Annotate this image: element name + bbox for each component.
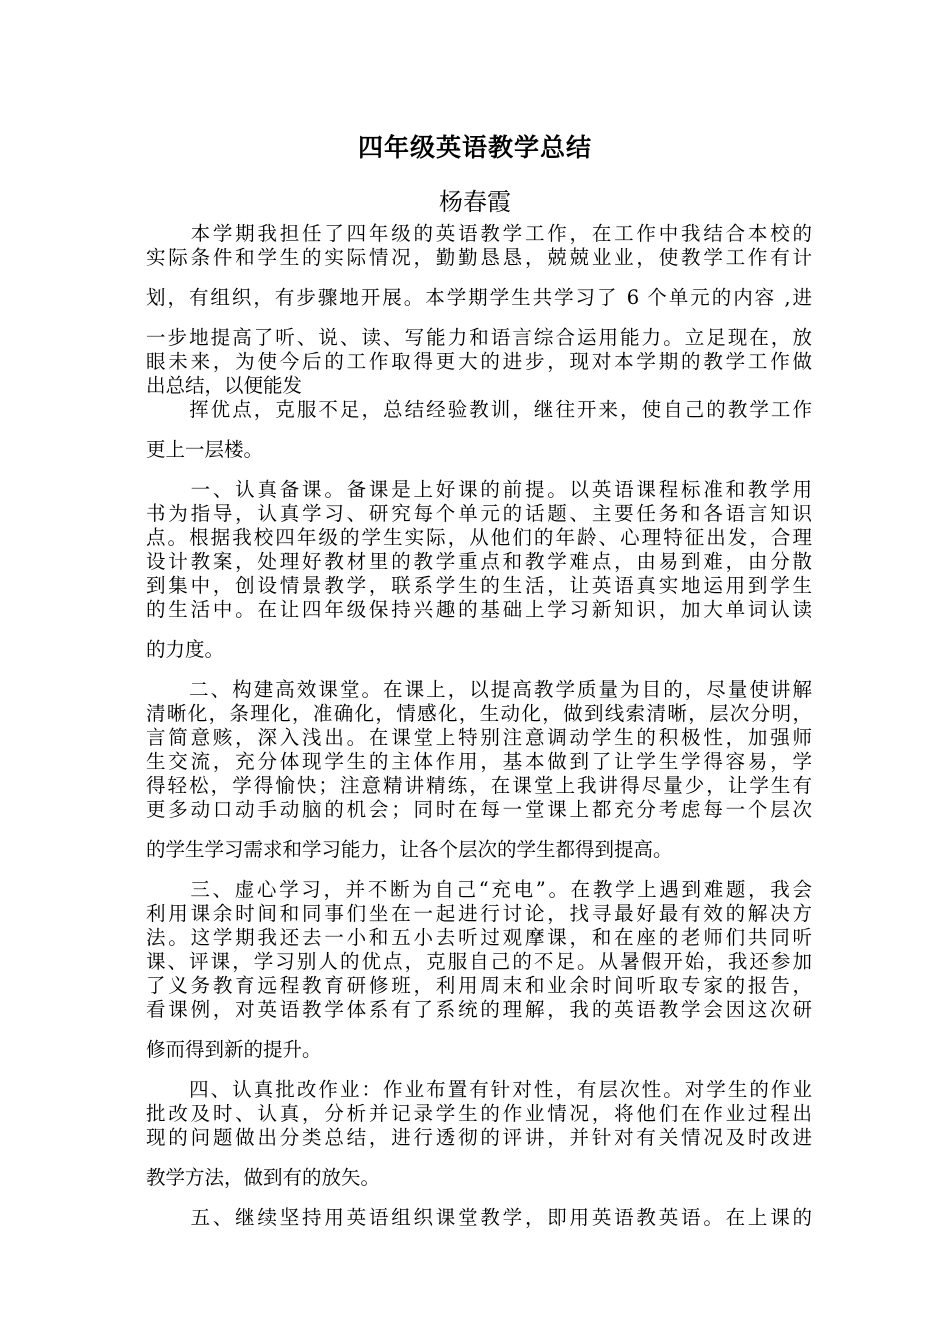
line-spacing <box>146 1062 812 1078</box>
body-line: 了义务教育远程教育研修班，利用周末和业余时间听取专家的报告， <box>146 974 812 997</box>
body-line: 二、构建高效课堂。在课上，以提高教学质量为目的，尽量使讲解 <box>146 678 812 701</box>
body-line: 的力度。 <box>146 638 225 661</box>
body-line: 实际条件和学生的实际情况，勤勤恳恳，兢兢业业，使教学工作有计 <box>146 246 812 269</box>
line-spacing <box>146 270 812 286</box>
body-line: 一步地提高了听、说、读、写能力和语言综合运用能力。立足现在，放 <box>146 326 812 349</box>
body-line: 的生活中。在让四年级保持兴趣的基础上学习新知识，加大单词认读 <box>146 598 812 621</box>
document-title: 四年级英语教学总结 <box>357 133 592 162</box>
body-line: 设计教案，处理好教材里的教学重点和教学难点，由易到难，由分散 <box>146 550 812 573</box>
body-line: 现的问题做出分类总结，进行透彻的评讲，并针对有关情况及时改进 <box>146 1126 812 1149</box>
body-line: 得轻松，学得愉快；注意精讲精练，在课堂上我讲得尽量少，让学生有 <box>146 774 812 797</box>
body-line: 修而得到新的提升。 <box>146 1038 322 1061</box>
body-line: 五、继续坚持用英语组织课堂教学，即用英语教英语。在上课的 <box>146 1206 812 1229</box>
body-line: 生交流，充分体现学生的主体作用，基本做到了让学生学得容易，学 <box>146 750 812 773</box>
body-line: 言简意赅，深入浅出。在课堂上特别注意调动学生的积极性，加强师 <box>146 726 812 749</box>
document-body <box>146 222 812 1230</box>
body-line: 法。这学期我还去一小和五小去听过观摩课，和在座的老师们共同听 <box>146 926 812 949</box>
line-spacing <box>146 310 812 326</box>
body-line: 划，有组织，有步骤地开展。本学期学生共学习了 6 个单元的内容 ,进 <box>146 286 812 309</box>
body-line: 点。根据我校四年级的学生实际，从他们的年龄、心理特征出发，合理 <box>146 526 812 549</box>
line-spacing <box>146 1022 812 1038</box>
line-spacing <box>146 1190 812 1206</box>
body-line: 教学方法，做到有的放矢。 <box>146 1166 381 1189</box>
body-line: 眼未来，为使今后的工作取得更大的进步，现对本学期的教学工作做 <box>146 350 812 373</box>
line-spacing <box>146 622 812 638</box>
body-line: 批改及时、认真，分析并记录学生的作业情况，将他们在作业过程出 <box>146 1102 812 1125</box>
body-line: 利用课余时间和同事们坐在一起进行讨论，找寻最好最有效的解决方 <box>146 902 812 925</box>
body-line: 更多动口动手动脑的机会；同时在每一堂课上都充分考虑每一个层次 <box>146 798 812 821</box>
document-author: 杨春霞 <box>439 188 511 216</box>
body-line: 更上一层楼。 <box>146 438 264 461</box>
body-line: 课、评课，学习别人的优点，克服自己的不足。从暑假开始，我还参加 <box>146 950 812 973</box>
line-spacing <box>146 422 812 438</box>
body-line: 的学生学习需求和学习能力，让各个层次的学生都得到提高。 <box>146 838 673 861</box>
body-line: 三、虚心学习，并不断为自己“充电”。在教学上遇到难题，我会 <box>146 878 812 901</box>
body-line: 出总结，以便能发 <box>146 374 303 397</box>
body-line: 挥优点，克服不足，总结经验教训，继往开来，使自己的教学工作 <box>146 398 812 421</box>
body-line: 本学期我担任了四年级的英语教学工作，在工作中我结合本校的 <box>146 222 812 245</box>
body-line: 一、认真备课。备课是上好课的前提。以英语课程标准和教学用 <box>146 478 812 501</box>
line-spacing <box>146 662 812 678</box>
line-spacing <box>146 462 812 478</box>
line-spacing <box>146 862 812 878</box>
line-spacing <box>146 822 812 838</box>
line-spacing <box>146 1150 812 1166</box>
body-line: 四、认真批改作业：作业布置有针对性，有层次性。对学生的作业 <box>146 1078 812 1101</box>
body-line: 书为指导，认真学习、研究每个单元的话题、主要任务和各语言知识 <box>146 502 812 525</box>
body-line: 清晰化，条理化，准确化，情感化，生动化，做到线索清晰，层次分明， <box>146 702 812 725</box>
body-line: 到集中，创设情景教学，联系学生的生活，让英语真实地运用到学生 <box>146 574 812 597</box>
body-line: 看课例，对英语教学体系有了系统的理解，我的英语教学会因这次研 <box>146 998 812 1021</box>
